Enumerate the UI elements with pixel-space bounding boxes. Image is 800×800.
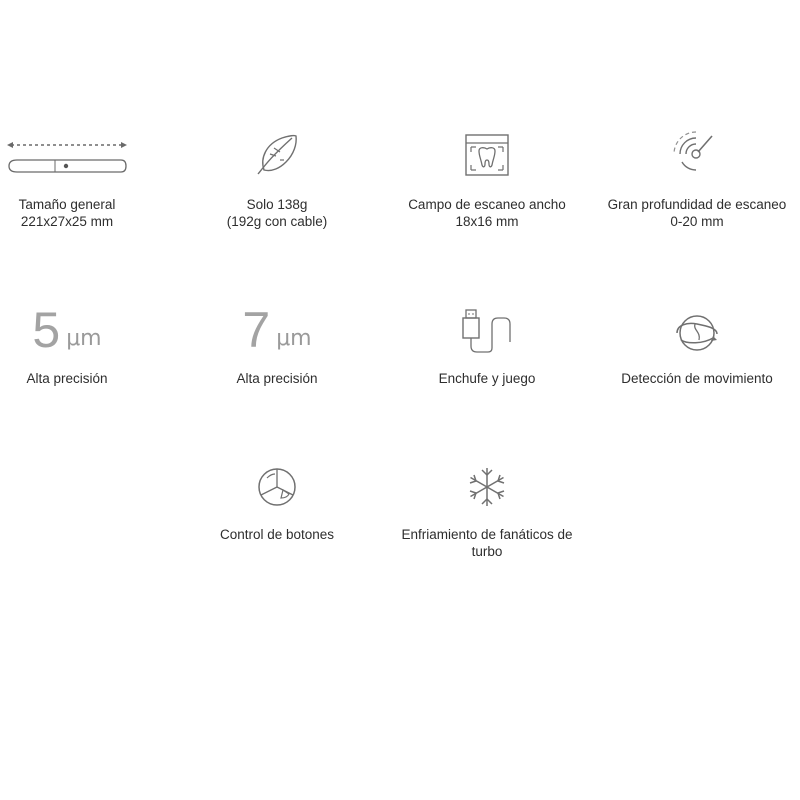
feature-precision-7-label: Alta precisión — [236, 371, 318, 386]
feature-weight-label: Solo 138g (192g con cable) — [226, 197, 328, 229]
feature-motion-label: Detección de movimiento — [621, 371, 773, 386]
motion-detection-icon — [673, 310, 721, 356]
scan-field-icon — [463, 132, 511, 178]
precision-5-unit: μm — [66, 326, 102, 351]
precision-7-value — [177, 302, 377, 358]
feature-precision-5 — [0, 302, 167, 386]
precision-7-unit: μm — [276, 326, 312, 351]
feather-icon — [252, 130, 302, 180]
button-control-icon — [253, 464, 301, 510]
precision-5-value — [0, 302, 167, 358]
feature-field-label: Campo de escaneo ancho 18x16 mm — [408, 197, 566, 229]
snowflake-icon — [464, 464, 510, 510]
feature-cooling-label: Enfriamiento de fanáticos de turbo — [401, 527, 573, 559]
feature-precision-7 — [177, 302, 377, 386]
usb-plug-icon — [454, 308, 520, 356]
scan-depth-icon — [672, 130, 722, 176]
precision-5-number: 5 — [32, 302, 61, 358]
feature-buttons-label: Control de botones — [219, 527, 335, 542]
feature-plug-label: Enchufe y juego — [438, 371, 536, 386]
precision-7-number: 7 — [242, 302, 271, 358]
feature-size-label: Tamaño general 221x27x25 mm — [18, 197, 116, 229]
feature-precision-5-label: Alta precisión — [26, 371, 108, 386]
scanner-size-icon — [5, 138, 129, 178]
feature-depth-label: Gran profundidad de escaneo 0-20 mm — [607, 197, 787, 229]
